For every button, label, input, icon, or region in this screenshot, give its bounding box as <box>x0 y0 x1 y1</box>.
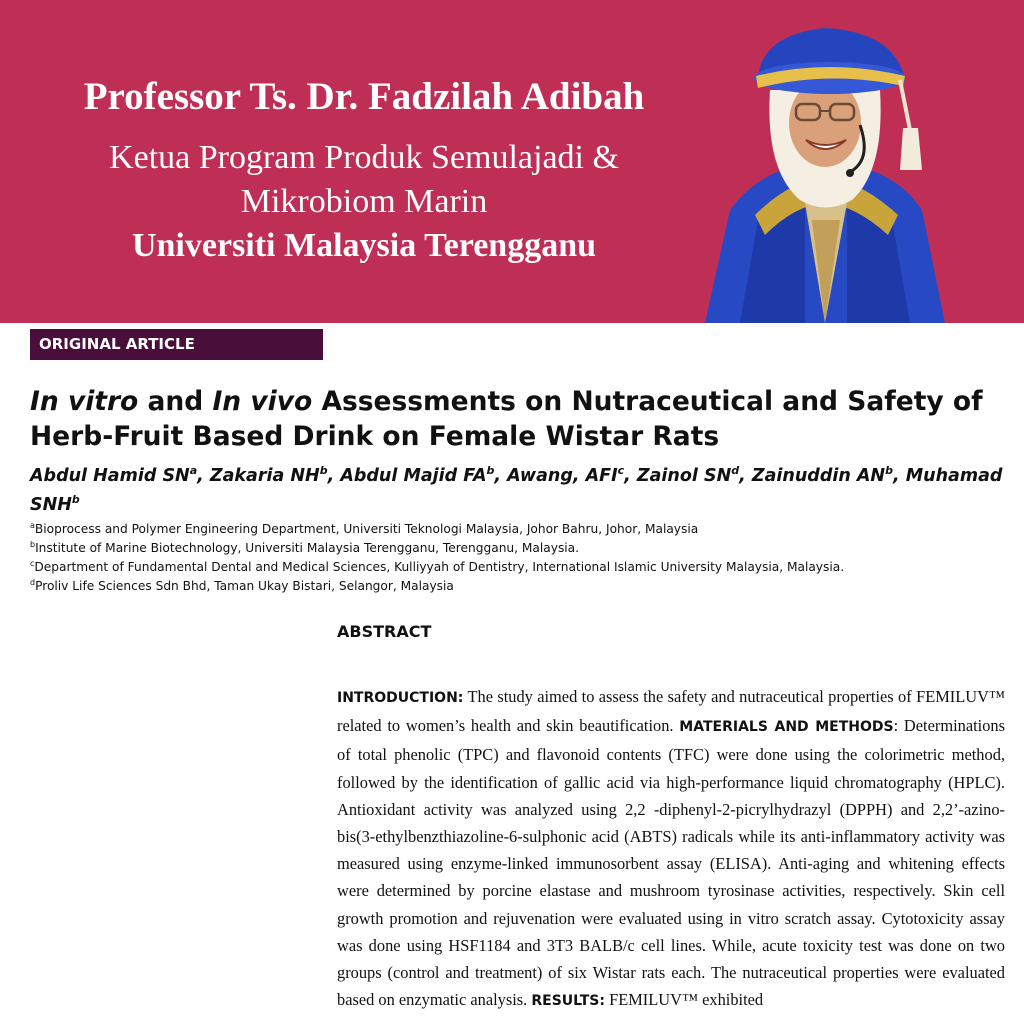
author-affiliation-marker: b <box>885 464 893 478</box>
author-affiliation-marker: c <box>617 464 625 478</box>
affiliation-text: Institute of Marine Biotechnology, Universiti Malaysia Terengganu, Terengganu, Malaysia. <box>35 541 580 555</box>
author-separator: , <box>892 466 906 486</box>
article-title <box>30 384 1010 454</box>
affiliation-marker: a <box>30 520 35 530</box>
title-in-vitro: In vitro <box>30 386 139 417</box>
professor-name: Professor Ts. Dr. Fadzilah Adibah <box>83 75 645 118</box>
affiliation-marker: d <box>30 577 36 587</box>
title-in-vivo: In vivo <box>212 386 313 417</box>
author: Muhamad SNH <box>30 466 1003 515</box>
affiliation <box>30 558 1015 577</box>
professor-role-line-2: Mikrobiom Marin <box>240 183 488 220</box>
affiliation-list <box>30 520 1015 596</box>
author-separator: , <box>327 466 341 486</box>
affiliation-text: Department of Fundamental Dental and Medical Sciences, Kulliyyah of Dentistry, International Islamic University Malaysia, Malaysia. <box>34 560 845 574</box>
author: Zainuddin AN <box>751 466 886 486</box>
author: Awang, AFI <box>507 466 618 486</box>
affiliation <box>30 577 1015 596</box>
affiliation-text: Proliv Life Sciences Sdn Bhd, Taman Ukay Bistari, Selangor, Malaysia <box>35 579 454 593</box>
author: Abdul Majid FA <box>340 466 487 486</box>
affiliation-marker: c <box>30 558 35 568</box>
author-affiliation-marker: b <box>486 464 495 478</box>
abstract-body <box>337 683 1005 1015</box>
affiliation <box>30 520 1015 539</box>
affiliation-marker: b <box>30 539 36 549</box>
author: Abdul Hamid SN <box>30 466 190 486</box>
abstract-methods-text: : Determinations of total phenolic (TPC) and flavonoid contents (TFC) were done using the colorimetric method, followed by the identification of gallic acid via high-performance liquid chromatography (HPLC). Antioxidant activity was analyzed using 2,2 -diphenyl-2-picrylhydrazyl (DPPH) and 2,2’-azino-bis(3-ethylbenzthiazoline-6-sulphonic acid (ABTS) radicals while its anti-inflammatory activity was measured using enzyme-linked immunosorbent assay (ELISA). Anti-aging and whitening effects were determined by porcine elastase and mushroom tyrosinase activities, respectively. Skin cell growth promotion and rejuvenation were evaluated using in vitro scratch assay. Cytotoxicity assay was done using HSF1184 and 3T3 BALB/c cell lines. While, acute toxicity test was done on two groups (control and treatment) of six Wistar rats each. The nutraceutical properties were evaluated based on enzymatic analysis. <box>337 716 1005 1010</box>
title-rest: Assessments on Nutraceutical and Safety of Herb-Fruit Based Drink on Female Wistar Rats <box>30 386 983 452</box>
professor-portrait <box>700 20 950 323</box>
abstract-results-text: FEMILUV™ exhibited <box>605 990 764 1010</box>
professor-role-line-1: Ketua Program Produk Semulajadi & <box>109 139 619 176</box>
professor-role <box>0 136 728 224</box>
affiliation-text: Bioprocess and Polymer Engineering Department, Universiti Teknologi Malaysia, Johor Bahru, Johor, Malaysia <box>34 522 699 536</box>
author-affiliation-marker: b <box>319 464 328 478</box>
author-affiliation-marker: a <box>189 464 198 478</box>
author-affiliation-marker: d <box>731 464 740 478</box>
banner-text <box>0 68 728 268</box>
author: Zakaria NH <box>209 466 320 486</box>
author-separator: , <box>197 466 210 486</box>
author-separator: , <box>739 466 752 486</box>
title-and: and <box>138 386 213 417</box>
abstract-methods-label: MATERIALS AND METHODS <box>679 719 894 736</box>
abstract-intro-text: The study aimed to assess the safety and nutraceutical properties of FEMILUV™ related to women’s health and skin beautification. <box>337 687 1005 736</box>
author-separator: , <box>624 466 637 486</box>
abstract-heading: ABSTRACT <box>337 622 432 641</box>
abstract-results-label: RESULTS: <box>531 993 605 1010</box>
article-type-tag: ORIGINAL ARTICLE <box>30 329 323 360</box>
author-separator: , <box>494 466 508 486</box>
author: Zainol SN <box>636 466 732 486</box>
author-affiliation-marker: b <box>71 493 80 507</box>
affiliation <box>30 539 1015 558</box>
abstract-intro-label: INTRODUCTION: <box>337 690 464 706</box>
university-name: Universiti Malaysia Terengganu <box>131 227 597 264</box>
header-banner <box>0 0 1024 323</box>
author-list <box>30 462 1015 520</box>
